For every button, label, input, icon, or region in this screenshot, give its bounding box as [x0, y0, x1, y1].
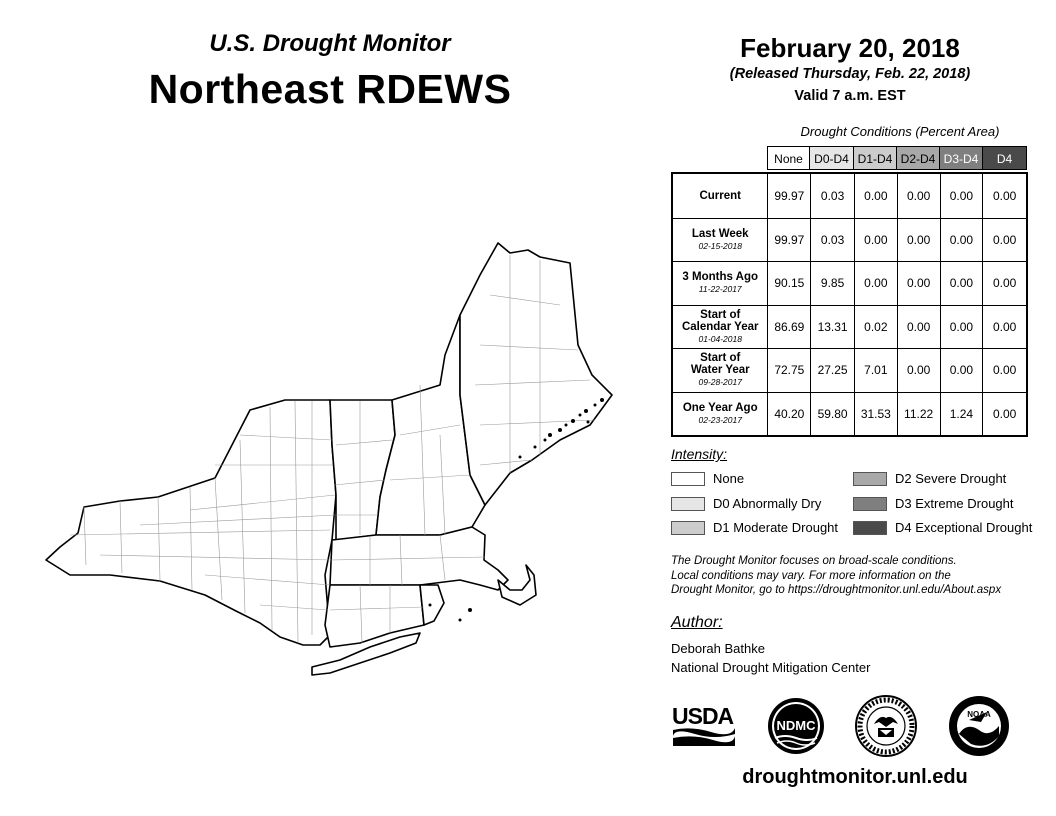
table-cell: 7.01 [855, 349, 898, 392]
legend-label: None [713, 471, 745, 486]
legend-item-d2 [853, 471, 1006, 486]
row-label [673, 174, 768, 218]
table-cell: 0.00 [898, 219, 941, 262]
table-cell: 59.80 [811, 393, 855, 436]
table-row [673, 392, 1026, 436]
drought-table [671, 172, 1028, 437]
author-name: Deborah Bathke [671, 641, 765, 656]
row-label [673, 306, 768, 349]
legend-swatch [671, 521, 705, 535]
table-cell: 0.00 [898, 349, 941, 392]
table-cell: 31.53 [855, 393, 898, 436]
table-cell: 0.03 [811, 219, 855, 262]
legend-item-none [671, 471, 744, 486]
table-cell: 0.00 [992, 363, 1017, 378]
legend-swatch [853, 497, 887, 511]
table-cell: 90.15 [768, 262, 811, 305]
col-header-d3-d4: D3-D4 [940, 146, 983, 170]
legend-item-d4 [853, 520, 1032, 535]
table-header [767, 146, 1027, 172]
website-url: droughtmonitor.unl.edu [742, 766, 968, 788]
table-cell: 0.00 [992, 276, 1017, 291]
table-cell: 0.00 [992, 319, 1017, 334]
ndmc-logo-text: NDMC [776, 718, 816, 733]
table-cell: 99.97 [768, 219, 811, 262]
legend-label: D1 Moderate Drought [713, 520, 839, 535]
legend-item-d3 [853, 496, 1014, 511]
row-label-text: Start of [700, 308, 741, 321]
cape-cod [498, 565, 536, 605]
usda-logo [671, 702, 737, 748]
table-cell: 0.00 [898, 174, 941, 218]
legend-swatch [853, 521, 887, 535]
row-label [673, 219, 768, 262]
table-cell: 40.20 [768, 393, 811, 436]
table-cell: 0.00 [898, 306, 941, 349]
map-subtitle: U.S. Drought Monitor [209, 30, 451, 57]
state-maine [460, 243, 612, 505]
row-date: 02-15-2018 [698, 240, 742, 251]
legend-swatch [671, 497, 705, 511]
row-label-text: One Year Ago [682, 401, 758, 414]
table-cell: 0.00 [855, 174, 898, 218]
table-cell: 0.00 [941, 349, 984, 392]
table-row [673, 305, 1026, 349]
table-cell: 86.69 [768, 306, 811, 349]
table-row [673, 348, 1026, 392]
note-line: Drought Monitor, go to https://droughtmonitor.unl.edu/About.aspx [671, 584, 1002, 596]
col-header-d2-d4: D2-D4 [897, 146, 940, 170]
legend-title: Intensity: [671, 446, 728, 462]
table-row [673, 261, 1026, 305]
table-cell: 11.22 [898, 393, 941, 436]
table-row [673, 218, 1026, 262]
table-cell: 0.00 [992, 406, 1017, 421]
release-date: (Released Thursday, Feb. 22, 2018) [729, 66, 971, 82]
row-date: 11-22-2017 [698, 284, 742, 295]
col-header-none: None [767, 146, 810, 170]
row-label-text: Calendar Year [681, 320, 759, 333]
table-cell: 0.00 [855, 262, 898, 305]
ndmc-logo [765, 696, 827, 756]
valid-time: Valid 7 a.m. EST [794, 88, 906, 104]
row-label-text: Current [699, 189, 741, 202]
legend-label: D4 Exceptional Drought [895, 520, 1033, 535]
author-organization: National Drought Mitigation Center [671, 660, 871, 675]
row-label-text: Last Week [691, 227, 749, 240]
table-cell: 0.00 [941, 306, 984, 349]
note-line: The Drought Monitor focuses on broad-scale conditions. [671, 555, 957, 567]
table-cell: 0.03 [811, 174, 855, 218]
map-title: Northeast RDEWS [148, 66, 512, 112]
table-cell: 0.00 [941, 262, 984, 305]
northeast-map [40, 235, 630, 685]
noaa-logo-text: NOAA [967, 710, 991, 719]
table-cell: 0.00 [941, 174, 984, 218]
legend-item-d0 [671, 496, 821, 511]
table-cell: 9.85 [811, 262, 855, 305]
row-label-text: Start of [700, 352, 741, 365]
table-cell: 1.24 [941, 393, 984, 436]
row-label-text: Water Year [690, 364, 750, 377]
row-date: 09-28-2017 [698, 377, 742, 388]
author-heading: Author: [671, 614, 723, 631]
table-cell: 72.75 [768, 349, 811, 392]
legend-label: D3 Extreme Drought [895, 496, 1014, 511]
legend-label: D0 Abnormally Dry [713, 496, 822, 511]
table-cell: 0.00 [855, 219, 898, 262]
table-caption: Drought Conditions (Percent Area) [800, 124, 1000, 139]
map-date: February 20, 2018 [740, 33, 960, 63]
note-line: Local conditions may vary. For more information on the [671, 569, 951, 582]
col-header-d4: D4 [983, 146, 1027, 170]
table-cell: 0.02 [855, 306, 898, 349]
state-rhode-island [420, 585, 444, 625]
legend-label: D2 Severe Drought [895, 471, 1007, 486]
legend-item-d1 [671, 520, 838, 535]
drought-monitor-note [671, 554, 1041, 598]
col-header-d0-d4: D0-D4 [810, 146, 854, 170]
table-cell: 0.00 [992, 232, 1017, 247]
legend-swatch [671, 472, 705, 486]
row-label [673, 349, 768, 392]
noaa-logo [947, 694, 1011, 758]
table-cell: 0.00 [992, 188, 1017, 203]
table-row [673, 174, 1026, 218]
row-label [673, 393, 768, 436]
table-cell: 99.97 [768, 174, 811, 218]
row-date: 02-23-2017 [698, 414, 742, 425]
row-label-text: 3 Months Ago [682, 271, 759, 284]
legend-swatch [853, 472, 887, 486]
table-cell: 13.31 [811, 306, 855, 349]
table-cell: 0.00 [898, 262, 941, 305]
col-header-d1-d4: D1-D4 [854, 146, 897, 170]
commerce-seal [853, 694, 919, 758]
row-date: 01-04-2018 [698, 333, 742, 344]
row-label [673, 262, 768, 305]
table-cell: 27.25 [811, 349, 855, 392]
usda-logo-text: USDA [672, 703, 734, 729]
table-cell: 0.00 [941, 219, 984, 262]
